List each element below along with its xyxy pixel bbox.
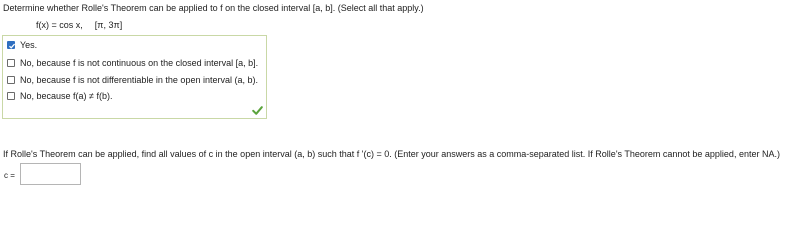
choice-label: No, because f is not differentiable in the open interval (a, b). <box>20 75 258 85</box>
choice-endpoints-unequal[interactable] <box>7 90 112 102</box>
checkbox-icon[interactable] <box>7 59 15 67</box>
function-definition <box>36 20 122 31</box>
question-text: Determine whether Rolle's Theorem can be applied to f on the closed interval [a, b]. (Select all that apply.) <box>3 3 424 13</box>
checkbox-icon[interactable] <box>7 76 15 84</box>
choice-label: No, because f(a) ≠ f(b). <box>20 91 113 101</box>
answer-label: c = <box>4 171 15 180</box>
interval: [π, 3π] <box>94 20 123 30</box>
checkbox-checked-icon[interactable] <box>7 41 15 49</box>
followup-question-text: If Rolle's Theorem can be applied, find all values of c in the open interval (a, b) such that f '(c) = 0. (Enter your answers as a comma-separated list. If Rolle's Theorem cannot be applied, enter NA.) <box>3 149 780 159</box>
answer-choices-box <box>2 35 267 119</box>
answer-input[interactable] <box>20 163 81 185</box>
choice-label: Yes. <box>20 40 38 50</box>
choice-not-continuous[interactable] <box>7 57 258 69</box>
checkbox-icon[interactable] <box>7 92 15 100</box>
choice-yes[interactable] <box>7 39 37 51</box>
correct-checkmark-icon <box>252 105 263 116</box>
function-expression: f(x) = cos x, <box>36 20 83 30</box>
choice-not-differentiable[interactable] <box>7 74 258 86</box>
choice-label: No, because f is not continuous on the closed interval [a, b]. <box>20 58 259 68</box>
